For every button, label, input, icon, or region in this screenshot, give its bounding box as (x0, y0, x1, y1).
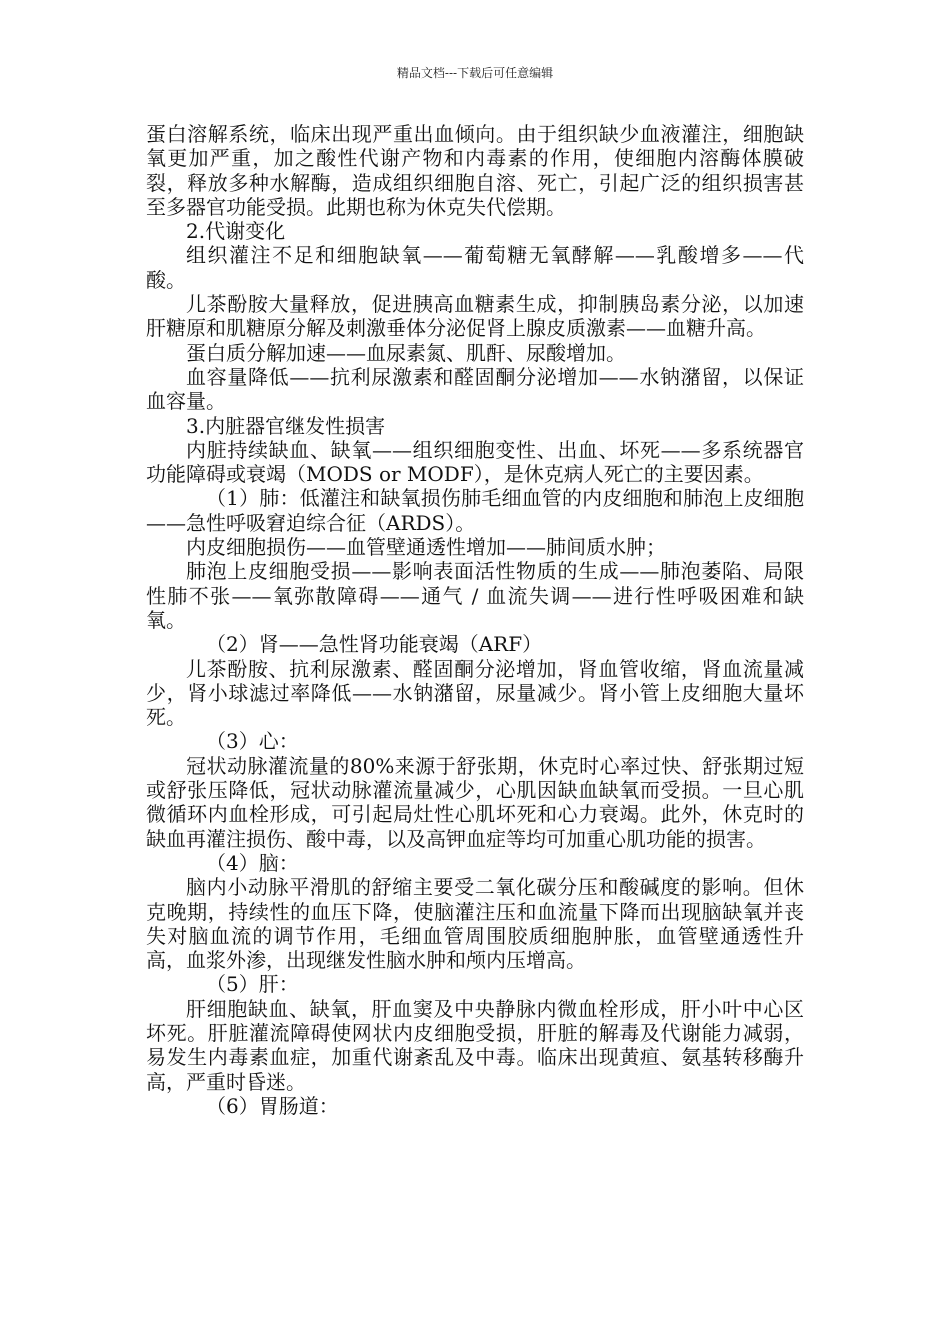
subsection-heading: （5）肝： (206, 972, 299, 997)
paragraph: 蛋白质分解加速——血尿素氮、肌酐、尿酸增加。 (186, 340, 626, 365)
paragraph: 肺泡上皮细胞受损——影响表面活性物质的生成——肺泡萎陷、局限性肺不张——氧弥散障碍——通气 / 血流失调——进行性呼吸困难和缺氧。 (146, 559, 804, 632)
section-heading: 2.代谢变化 (186, 219, 286, 244)
page-header: 精品文档---下载后可任意编辑 (396, 66, 554, 80)
subsection-heading: （3）心： (206, 729, 299, 754)
paragraph: 冠状动脉灌流量的80%来源于舒张期，休克时心率过快、舒张期过短或舒张压降低，冠状动脉灌流量减少，心肌因缺血缺氧而受损。一旦心肌微循环内血栓形成，可引起局灶性心肌坏死和心力衰竭。此外，休克时的缺血再灌注损伤、酸中毒，以及高钾血症等均可加重心肌功能的损害。 (146, 753, 804, 851)
subsection-heading: （4）脑： (206, 850, 299, 875)
paragraph: 内脏持续缺血、缺氧——组织细胞变性、出血、坏死——多系统器官功能障碍或衰竭（MODS or MODF），是休克病人死亡的主要因素。 (146, 437, 804, 487)
subsection-heading: （6）胃肠道： (206, 1093, 339, 1118)
paragraph: 蛋白溶解系统，临床出现严重出血倾向。由于组织缺少血液灌注，细胞缺氧更加严重，加之酸性代谢产物和内毒素的作用，使细胞内溶酶体膜破裂，释放多种水解酶，造成组织细胞自溶、死亡，引起广泛的组织损害甚至多器官功能受损。此期也称为休克失代偿期。 (146, 122, 804, 219)
paragraph: 脑内小动脉平滑肌的舒缩主要受二氧化碳分压和酸碱度的影响。但休克晚期，持续性的血压下降，使脑灌注压和血流量下降而出现脑缺氧并丧失对脑血流的调节作用，毛细血管周围胶质细胞肿胀，血管壁通透性升高，血浆外渗，出现继发性脑水肿和颅内压增高。 (146, 875, 804, 973)
paragraph: 内皮细胞损伤——血管壁通透性增加——肺间质水肿； (186, 535, 666, 560)
paragraph: 儿茶酚胺、抗利尿激素、醛固酮分泌增加，肾血管收缩，肾血流量减少，肾小球滤过率降低——水钠潴留，尿量减少。肾小管上皮细胞大量坏死。 (146, 656, 804, 730)
paragraph: 血容量降低——抗利尿激素和醛固酮分泌增加——水钠潴留，以保证血容量。 (146, 364, 804, 414)
document-body (146, 122, 804, 1118)
paragraph: 儿茶酚胺大量释放，促进胰高血糖素生成，抑制胰岛素分泌，以加速肝糖原和肌糖原分解及刺激垂体分泌促肾上腺皮质激素——血糖升高。 (146, 292, 804, 341)
subsection-heading: （2）肾——急性肾功能衰竭（ARF） (206, 632, 543, 657)
subsection-paragraph: （1）肺：低灌注和缺氧损伤肺毛细血管的内皮细胞和肺泡上皮细胞——急性呼吸窘迫综合征（ARDS）。 (146, 486, 804, 535)
paragraph: 肝细胞缺血、缺氧，肝血窦及中央静脉内微血栓形成，肝小叶中心区坏死。肝脏灌流障碍使网状内皮细胞受损，肝脏的解毒及代谢能力减弱，易发生内毒素血症，加重代谢紊乱及中毒。临床出现黄疸、氨基转移酶升高，严重时昏迷。 (146, 996, 804, 1094)
paragraph: 组织灌注不足和细胞缺氧——葡萄糖无氧酵解——乳酸增多——代酸。 (146, 243, 804, 292)
section-heading: 3.内脏器官继发性损害 (186, 413, 386, 438)
